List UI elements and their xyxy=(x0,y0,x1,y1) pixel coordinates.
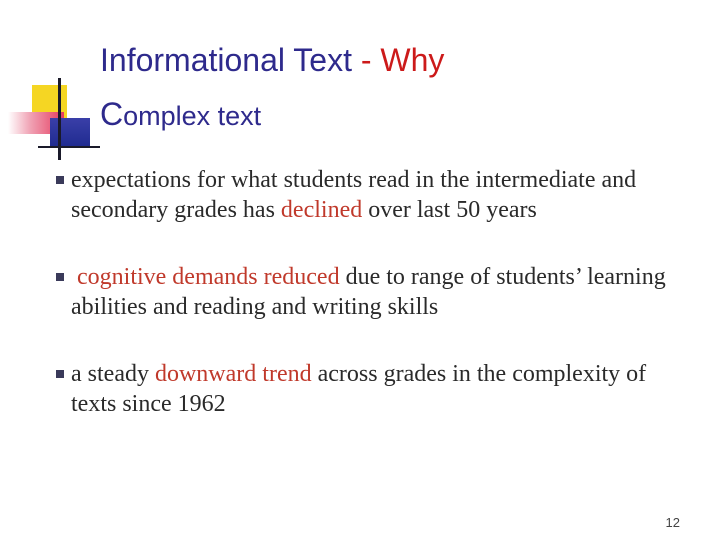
bullet-item xyxy=(56,262,696,322)
bullet-highlight: cognitive demands reduced xyxy=(77,264,340,290)
title-dash: - xyxy=(360,42,372,78)
bullet-text-pre: a steady xyxy=(71,361,155,387)
bullet-text xyxy=(71,359,696,419)
bullet-highlight: declined xyxy=(280,197,363,223)
page-number: 12 xyxy=(665,515,680,530)
bullet-text-pre: expectations for what students read in the intermediate and secondary grades has xyxy=(71,167,637,223)
title-rest: omplex text xyxy=(123,101,262,131)
square-bullet-icon xyxy=(56,370,64,378)
bullet-text-post: over last 50 years xyxy=(362,197,537,223)
title-cap-letter: C xyxy=(100,96,124,132)
bullet-item xyxy=(56,165,696,225)
horizontal-line xyxy=(38,146,100,148)
square-bullet-icon xyxy=(56,273,64,281)
bullet-item xyxy=(56,359,696,419)
title-main: Informational Text xyxy=(100,42,352,78)
blue-square xyxy=(50,118,90,148)
title-why: Why xyxy=(380,42,445,78)
bullet-text xyxy=(71,165,696,225)
bullet-text-post: due to range of students’ learning abilities and reading and writing skills xyxy=(71,264,666,320)
bullet-text xyxy=(71,262,696,322)
slide-title-line-2 xyxy=(100,98,261,130)
slide-title-line-1 xyxy=(100,44,444,76)
square-bullet-icon xyxy=(56,176,64,184)
bullet-highlight: downward trend xyxy=(154,361,312,387)
decorative-logo xyxy=(0,0,100,170)
bullet-text-post: across grades in the complexity of texts since 1962 xyxy=(71,361,647,417)
